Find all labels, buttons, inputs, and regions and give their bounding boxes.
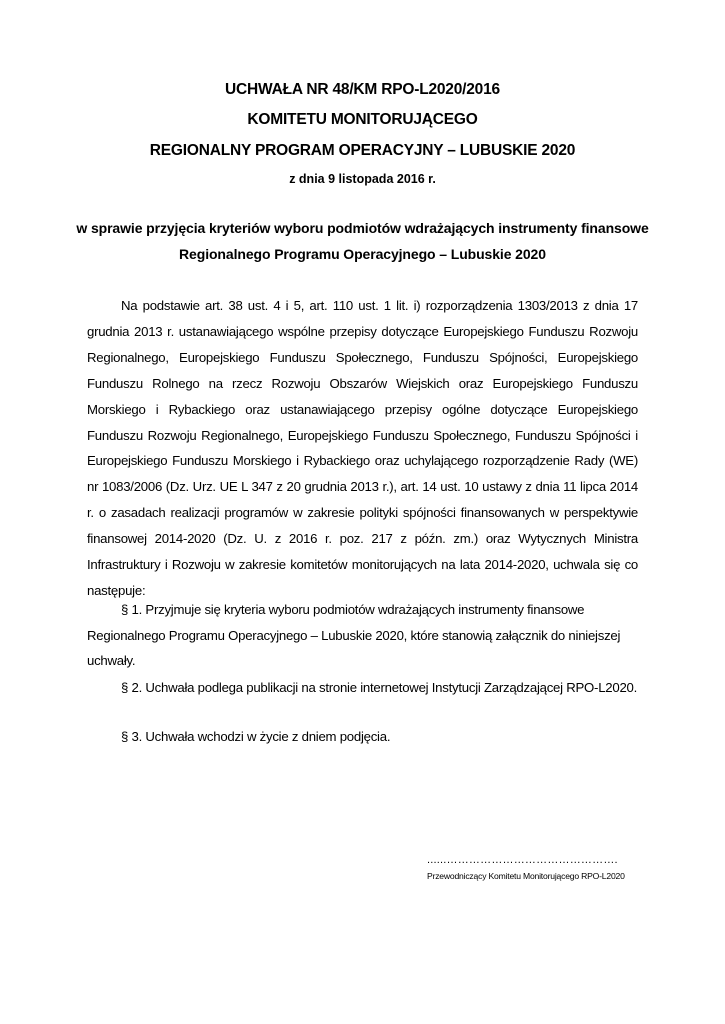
committee-heading: KOMITETU MONITORUJĄCEGO [247,111,478,128]
signature-line: ......………………………………………. [427,854,618,866]
paragraph-2: § 2. Uchwała podlega publikacji na stronie internetowej Instytucji Zarządzającej RPO-L2020. [121,680,638,695]
resolution-date: z dnia 9 listopada 2016 r. [289,172,436,186]
paragraph-1: § 1. Przyjmuje się kryteria wyboru podmiotów wdrażających instrumenty finansowe Regionalnego Programu Operacyjnego – Lubuskie 2020, które stanowią załącznik do niniejszej uchwały. [87,602,621,669]
subject-line-1: w sprawie przyjęcia kryteriów wyboru podmiotów wdrażających instrumenty finansowe [76,220,649,236]
subject-line-2: Regionalnego Programu Operacyjnego – Lubuskie 2020 [179,246,546,262]
resolution-number-heading: UCHWAŁA NR 48/KM RPO-L2020/2016 [225,81,500,98]
program-heading: REGIONALNY PROGRAM OPERACYJNY – LUBUSKIE 2020 [149,142,576,159]
paragraph-3: § 3. Uchwała wchodzi w życie z dniem podjęcia. [121,729,391,744]
signature-label: Przewodniczący Komitetu Monitorującego RPO-L2020 [427,871,625,881]
preamble-paragraph: Na podstawie art. 38 ust. 4 i 5, art. 110 ust. 1 lit. i) rozporządzenia 1303/2013 z dnia 17 grudnia 2013 r. ustanawiającego wspólne przepisy dotyczące Europejskiego Funduszu Rozwoju Regionalnego, Europejskiego Funduszu Społecznego, Funduszu Spójności, Europejskiego Funduszu Rolnego na rzecz Rozwoju Obszarów Wiejskich oraz Europejskiego Funduszu Morskiego i Rybackiego oraz ustanawiającego przepisy ogólne dotyczące Europejskiego Funduszu Rozwoju Regionalnego, Europejskiego Funduszu Społecznego, Funduszu Spójności i Europejskiego Funduszu Morskiego i Rybackiego oraz uchylającego rozporządzenie Rady (WE) nr 1083/2006 (Dz. Urz. UE L 347 z 20 grudnia 2013 r.), art. 14 ust. 10 ustawy z dnia 11 lipca 2014 r. o zasadach realizacji programów w zakresie polityki spójności finansowanych w perspektywie finansowej 2014-2020 (Dz. U. z 2016 r. poz. 217 z późn. zm.) oraz Wytycznych Ministra Infrastruktury i Rozwoju w zakresie komitetów monitorujących na lata 2014-2020, uchwala się co następuje: [87,298,638,598]
